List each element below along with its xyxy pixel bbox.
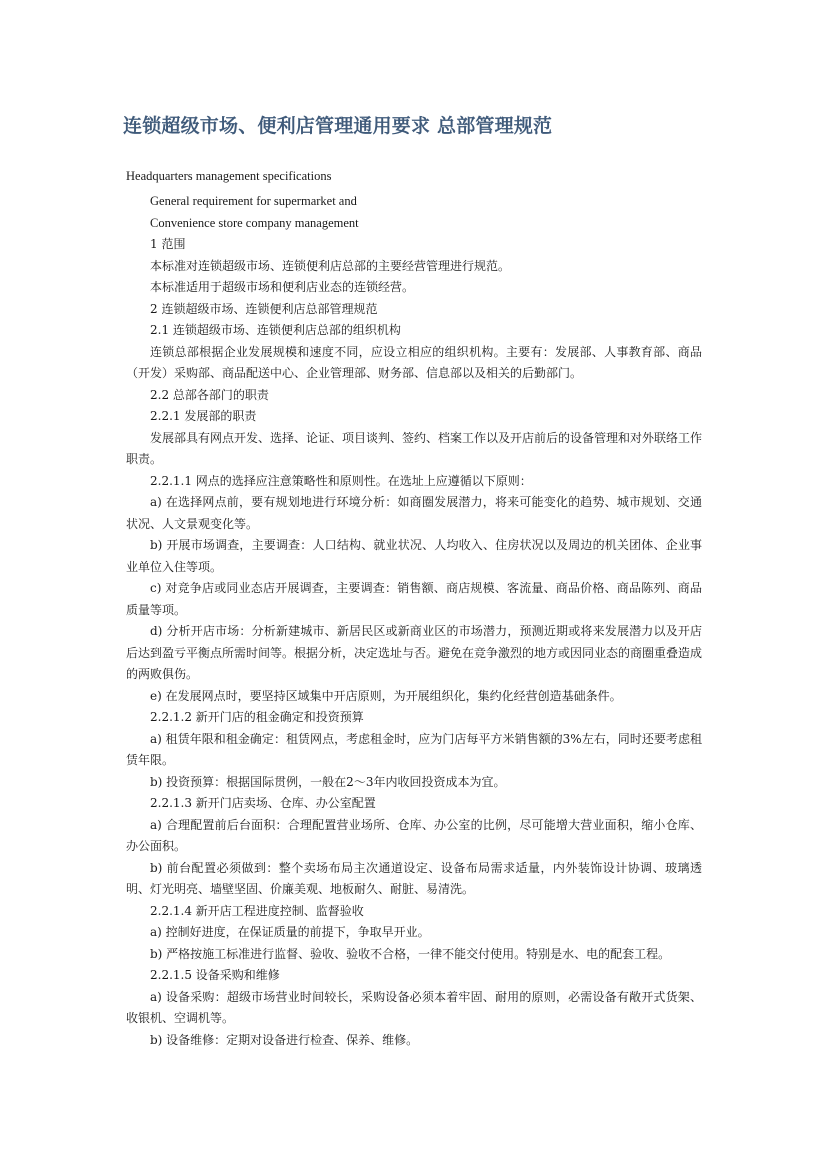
document-title: 连锁超级市场、便利店管理通用要求 总部管理规范 xyxy=(123,115,553,137)
paragraph: 连锁总部根据企业发展规模和速度不同，应设立相应的组织机构。主要有：发展部、人事教育部、商品（开发）采购部、商品配送中心、企业管理部、财务部、信息部以及相关的后勤部门。 xyxy=(126,344,702,380)
section-heading: 2.2.1.4 新开店工程进度控制、监督验收 xyxy=(150,903,364,918)
section-heading: 2.2.1.2 新开门店的租金确定和投资预算 xyxy=(150,710,364,724)
section-heading: 1 范围 xyxy=(150,237,186,251)
section-heading: 2 连锁超级市场、连锁便利店总部管理规范 xyxy=(150,301,378,316)
list-item: a) 设备采购：超级市场营业时间较长，采购设备必须本着牢固、耐用的原则，必需设备有敞开式货架、收银机、空调机等。 xyxy=(126,989,702,1025)
list-item: b) 投资预算：根据国际贯例，一般在2～3年内收回投资成本为宜。 xyxy=(150,774,506,789)
list-item: a) 租赁年限和租金确定：租赁网点，考虑租金时，应为门店每平方米销售额的3%左右，同时还要考虑租赁年限。 xyxy=(126,731,702,767)
list-item: b) 设备维修：定期对设备进行检查、保养、维修。 xyxy=(150,1032,419,1047)
section-heading: 2.2.1.1 网点的选择应注意策略性和原则性。在选址上应遵循以下原则： xyxy=(150,473,532,488)
section-heading: 2.1 连锁超级市场、连锁便利店总部的组织机构 xyxy=(150,323,401,337)
list-item: b) 严格按施工标准进行监督、验收、验收不合格，一律不能交付使用。特别是水、电的配套工程。 xyxy=(150,946,671,961)
section-heading: 2.2.1.3 新开门店卖场、仓库、办公室配置 xyxy=(150,796,376,810)
list-item: b) 前台配置必须做到：整个卖场布局主次通道设定、设备布局需求适量，内外装饰设计协调、玻璃透明、灯光明亮、墙壁坚固、价廉美观、地板耐久、耐脏、易清洗。 xyxy=(126,860,702,896)
paragraph: 发展部具有网点开发、选择、论证、项目谈判、签约、档案工作以及开店前后的设备管理和对外联络工作职责。 xyxy=(126,430,703,466)
list-item: c) 对竞争店或同业态店开展调查，主要调查：销售额、商店规模、客流量、商品价格、商品陈列、商品质量等项。 xyxy=(126,581,702,617)
document-body xyxy=(126,191,702,1051)
section-heading: 2.2.1.5 设备采购和维修 xyxy=(150,968,280,982)
section-heading: 2.2.1 发展部的职责 xyxy=(150,409,257,423)
list-item: a) 控制好进度，在保证质量的前提下，争取早开业。 xyxy=(150,925,430,939)
paragraph: Convenience store company management xyxy=(150,215,359,230)
list-item: e) 在发展网点时，要坚持区域集中开店原则，为开展组织化，集约化经营创造基础条件。 xyxy=(150,688,622,703)
list-item: a) 在选择网点前，要有规划地进行环境分析：如商圈发展潜力，将来可能变化的趋势、城市规划、交通状况、人文景观变化等。 xyxy=(126,495,702,531)
list-item: d) 分析开店市场：分析新建城市、新居民区或新商业区的市场潜力，预测近期或将来发展潜力以及开店后达到盈亏平衡点所需时间等。根据分析，决定选址与否。避免在竞争激烈的地方或因同业态的商圈重叠造成的两败俱伤。 xyxy=(126,624,703,681)
paragraph: 本标准适用于超级市场和便利店业态的连锁经营。 xyxy=(150,280,415,294)
document-subtitle-english: Headquarters management specifications xyxy=(126,169,332,183)
paragraph: 本标准对连锁超级市场、连锁便利店总部的主要经营管理进行规范。 xyxy=(150,258,511,273)
list-item: b) 开展市场调查，主要调查：人口结构、就业状况、人均收入、住房状况以及周边的机关团体、企业事业单位入住等项。 xyxy=(126,538,702,574)
list-item: a) 合理配置前后台面积：合理配置营业场所、仓库、办公室的比例，尽可能增大营业面积，缩小仓库、办公面积。 xyxy=(126,817,702,853)
section-heading: 2.2 总部各部门的职责 xyxy=(150,387,269,402)
paragraph: General requirement for supermarket and xyxy=(150,194,357,208)
